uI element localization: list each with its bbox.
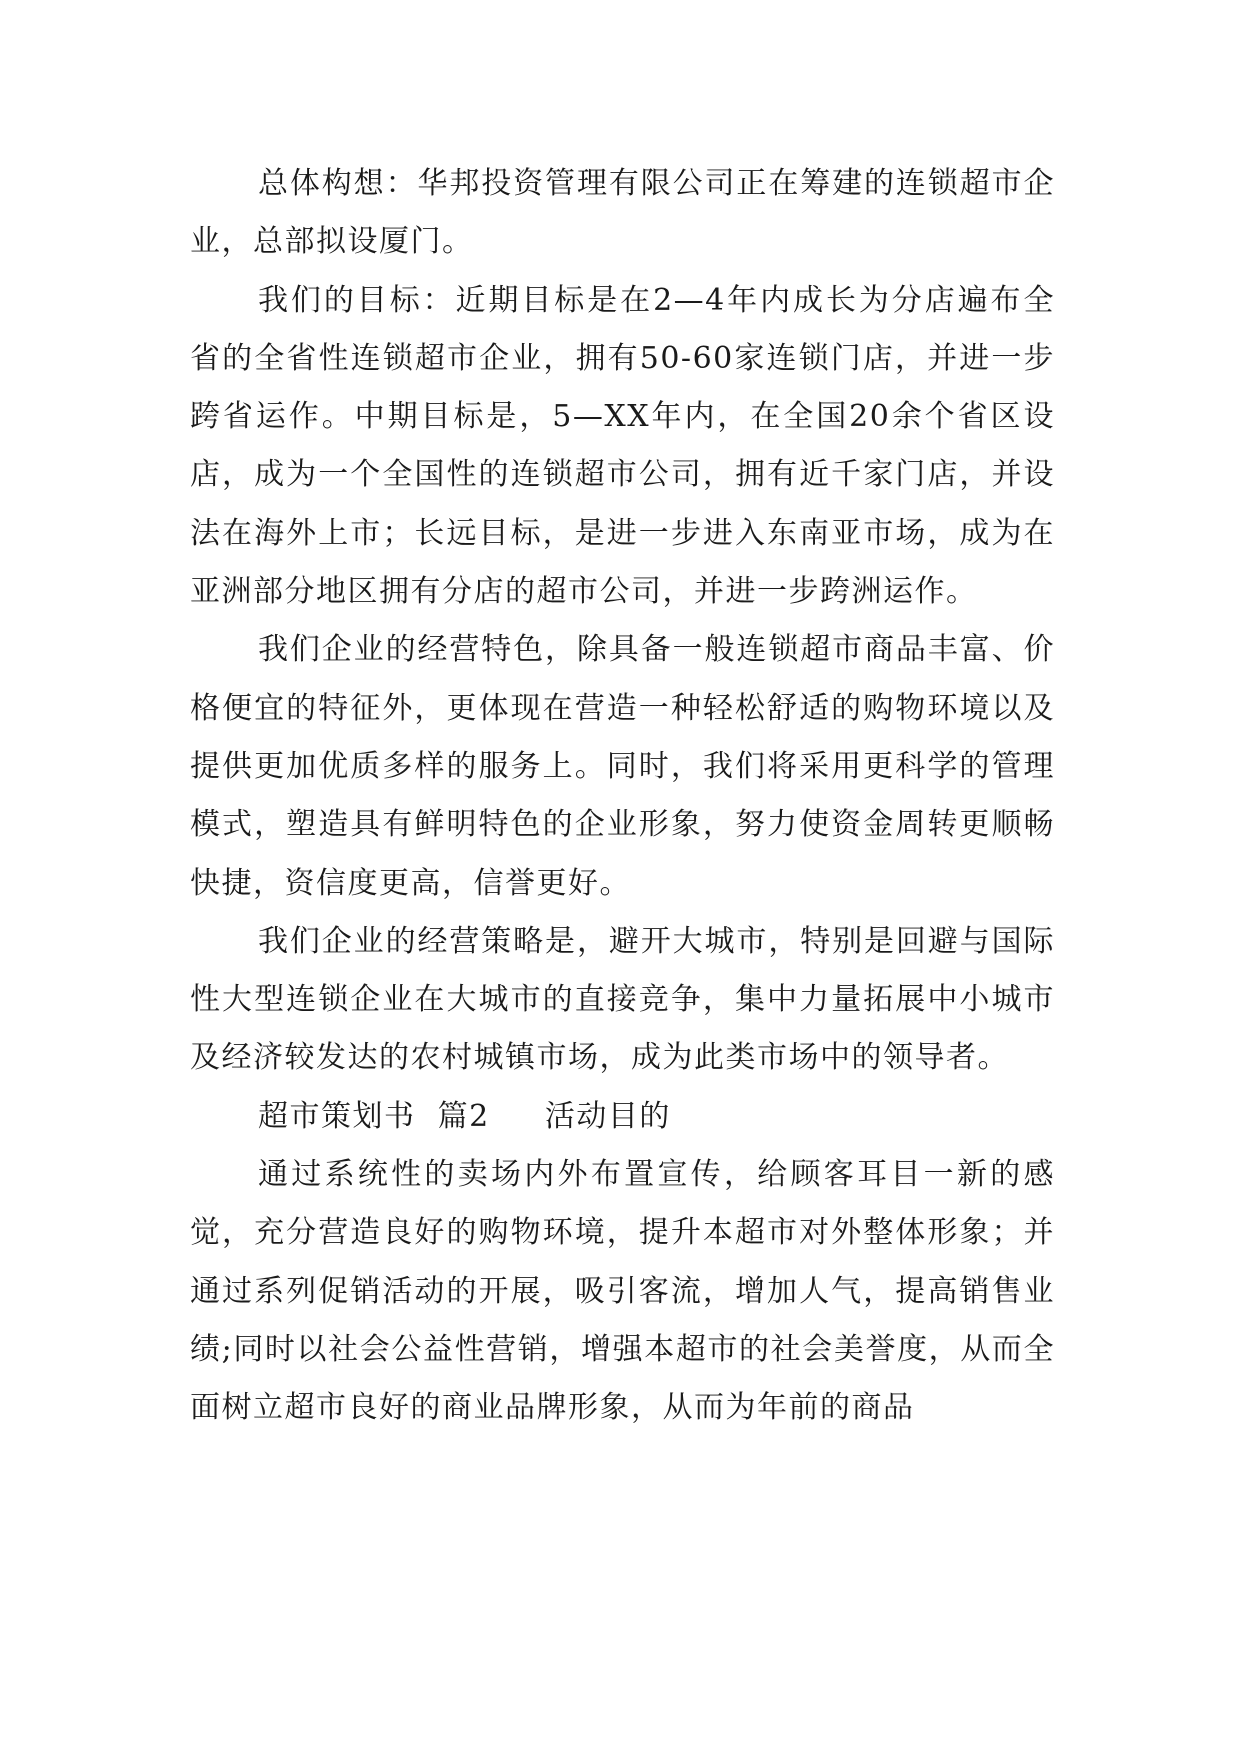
document-body: [190, 155, 1055, 1438]
paragraph-our-goals: 我们的目标：近期目标是在2—4年内成长为分店遍布全省的全省性连锁超市企业，拥有50-60家连锁门店，并进一步跨省运作。中期目标是，5—XX年内，在全国20余个省区设店，成为一个全国性的连锁超市公司，拥有近千家门店，并设法在海外上市；长远目标，是进一步进入东南亚市场，成为在亚洲部分地区拥有分店的超市公司，并进一步跨洲运作。: [190, 282, 1055, 610]
paragraph-activity-purpose: 通过系统性的卖场内外布置宣传，给顾客耳目一新的感觉，充分营造良好的购物环境，提升本超市对外整体形象；并通过系列促销活动的开展，吸引客流，增加人气，提高销售业绩;同时以社会公益性营销，增强本超市的社会美誉度，从而全面树立超市良好的商业品牌形象，从而为年前的商品: [190, 1157, 1055, 1426]
section-heading: 超市策划书 篇2 活动目的: [258, 1098, 671, 1134]
paragraph-business-features: 我们企业的经营特色，除具备一般连锁超市商品丰富、价格便宜的特征外，更体现在营造一种轻松舒适的购物环境以及提供更加优质多样的服务上。同时，我们将采用更科学的管理模式，塑造具有鲜明特色的企业形象，努力使资金周转更顺畅快捷，资信度更高，信誉更好。: [190, 632, 1055, 901]
paragraph-business-strategy: 我们企业的经营策略是，避开大城市，特别是回避与国际性大型连锁企业在大城市的直接竞争，集中力量拓展中小城市及经济较发达的农村城镇市场，成为此类市场中的领导者。: [190, 923, 1055, 1076]
paragraph-overall-concept: 总体构想：华邦投资管理有限公司正在筹建的连锁超市企业，总部拟设厦门。: [190, 166, 1055, 260]
